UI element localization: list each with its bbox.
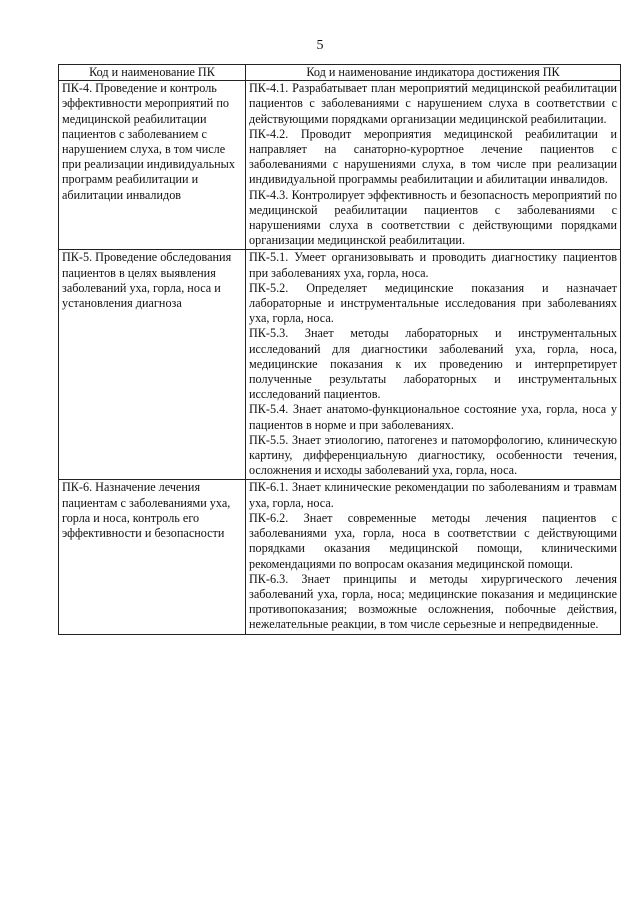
competencies-table (58, 64, 621, 635)
competency-pk6: ПК-6. Назначение лечения пациентам с заболеваниями уха, горла и носа, контроль его эффективности и безопасности (59, 480, 246, 634)
indicator-pk5-3: ПК-5.3. Знает методы лабораторных и инструментальных исследований для диагностики заболеваний уха, горла, носа, медицинские показания к их проведению и интерпретирует полученные результаты лабораторных и инструментальных исследований пациентов. (249, 326, 617, 402)
page-number: 5 (316, 38, 324, 53)
indicator-pk5-5: ПК-5.5. Знает этиологию, патогенез и патоморфологию, клиническую картину, дифференциальную диагностику, особенности течения, осложнения и исходы заболеваний уха, горла, носа. (249, 432, 617, 478)
indicators-pk5 (246, 250, 621, 480)
table-row-pk5 (59, 250, 621, 480)
indicator-pk6-2: ПК-6.2. Знает современные методы лечения пациентов с заболеваниями уха, горла, носа в соответствии с действующими порядками оказания медицинской помощи, клиническими рекомендациями по вопросам оказания медицинской помощи. (249, 510, 617, 571)
indicator-pk5-1: ПК-5.1. Умеет организовывать и проводить диагностику пациентов при заболеваниях уха, горла, носа. (249, 250, 617, 280)
competency-pk4: ПК-4. Проведение и контроль эффективности мероприятий по медицинской реабилитации пациентов с заболеванием с нарушением слуха, в том числе при реализации индивидуальных программ реабилитации и абилитации инвалидов (59, 81, 246, 250)
indicator-pk4-1: ПК-4.1. Разрабатывает план мероприятий медицинской реабилитации пациентов с заболеваниями с нарушением слуха в соответствии с действующими порядками организации медицинской реабилитации. (249, 81, 617, 126)
table-row-pk4 (59, 81, 621, 250)
header-indicator-code: Код и наименование индикатора достижения ПК (246, 65, 621, 81)
indicator-pk4-3: ПК-4.3. Контролирует эффективность и безопасность мероприятий по медицинской реабилитации пациентов с заболеваниями с нарушениями слуха в соответствии с действующими порядками организации медицинской реабилитации. (249, 187, 617, 248)
indicator-pk5-4: ПК-5.4. Знает анатомо-функциональное состояние уха, горла, носа у пациентов в норме и при заболеваниях. (249, 402, 617, 432)
competency-pk5: ПК-5. Проведение обследования пациентов в целях выявления заболеваний уха, горла, носа и установления диагноза (59, 250, 246, 480)
indicator-pk4-2: ПК-4.2. Проводит мероприятия медицинской реабилитации и направляет на санаторно-курортное лечение пациентов с заболеваниями с нарушениями слуха, в том числе при реализации индивидуальной программы реабилитации и абилитации инвалидов. (249, 126, 617, 187)
indicator-pk5-2: ПК-5.2. Определяет медицинские показания и назначает лабораторные и инструментальные исследования при заболеваниях уха, горла, носа. (249, 280, 617, 326)
indicator-pk6-3: ПК-6.3. Знает принципы и методы хирургического лечения заболеваний уха, горла, носа; медицинские показания и медицинские противопоказания; возможные осложнения, побочные действия, нежелательные реакции, в том числе серьезные и непредвиденные. (249, 571, 617, 632)
indicators-pk4 (246, 81, 621, 250)
indicators-pk6 (246, 480, 621, 634)
header-competency-code: Код и наименование ПК (59, 65, 246, 81)
indicator-pk6-1: ПК-6.1. Знает клинические рекомендации по заболеваниям и травмам уха, горла, носа. (249, 480, 617, 510)
table-header-row (59, 65, 621, 81)
table-row-pk6 (59, 480, 621, 634)
